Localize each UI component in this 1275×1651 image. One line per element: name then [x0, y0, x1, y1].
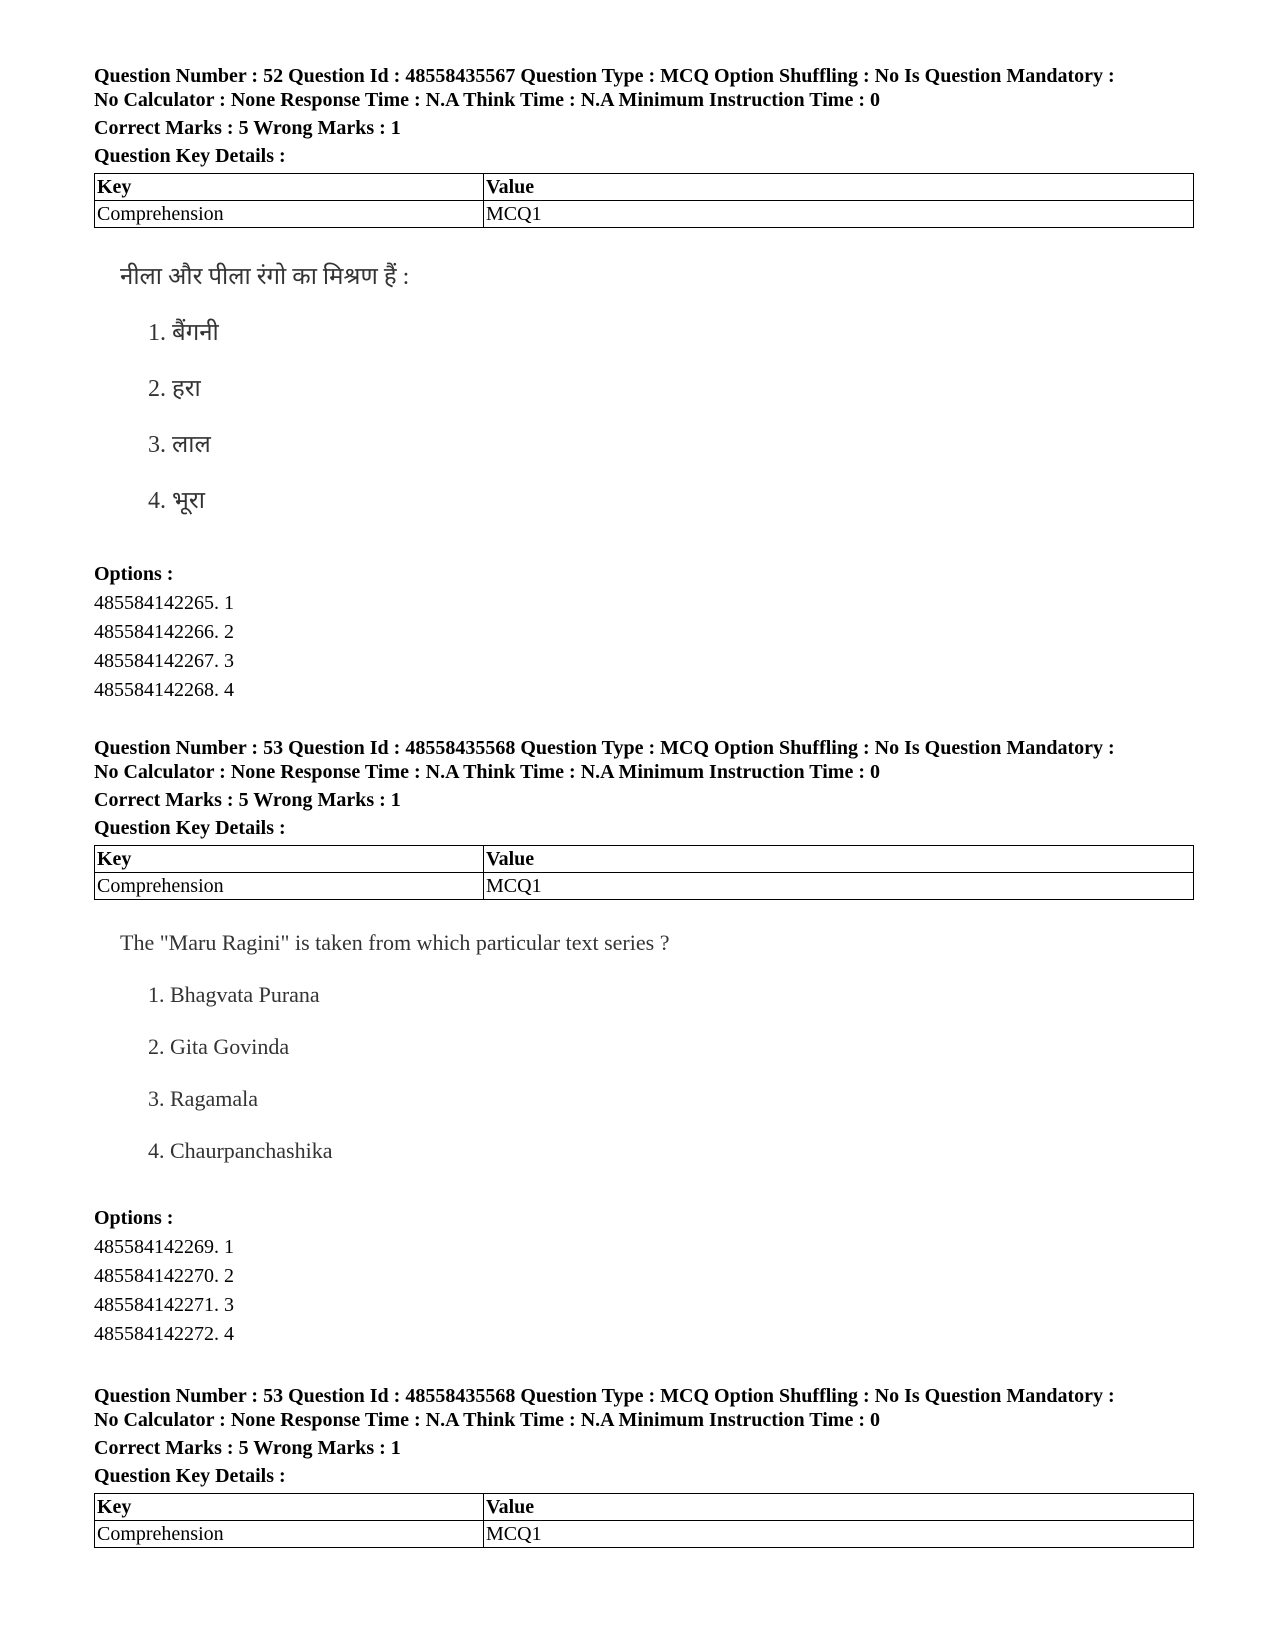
- table-header-key: Key: [95, 174, 484, 201]
- question-content-53: [120, 928, 669, 1166]
- table-header-value: Value: [484, 846, 1194, 873]
- question-header-line2: No Calculator : None Response Time : N.A Think Time : N.A Minimum Instruction Time : 0: [94, 1409, 880, 1431]
- key-details-table: [94, 173, 1194, 228]
- table-header-value: Value: [484, 174, 1194, 201]
- table-header-row: [95, 1494, 1194, 1521]
- table-row: [95, 201, 1194, 228]
- choice-3: 3. Ragamala: [148, 1086, 258, 1111]
- table-cell-value: MCQ1: [484, 1521, 1194, 1548]
- option-item: 485584142269. 1: [94, 1236, 234, 1258]
- choice-2: 2. Gita Govinda: [148, 1034, 290, 1059]
- choice-2: 2. हरा: [148, 376, 201, 402]
- table-cell-key: Comprehension: [95, 1521, 484, 1548]
- question-header-line1: Question Number : 53 Question Id : 48558435568 Question Type : MCQ Option Shuffling : No Is Question Mandatory :: [94, 1385, 1115, 1407]
- option-item: 485584142266. 2: [94, 621, 234, 643]
- table-header-key: Key: [95, 1494, 484, 1521]
- question-content-52: [120, 262, 409, 516]
- marks-line: Correct Marks : 5 Wrong Marks : 1: [94, 1437, 401, 1459]
- option-item: 485584142271. 3: [94, 1294, 234, 1316]
- key-details-label: Question Key Details :: [94, 817, 286, 839]
- key-details-table: [94, 1493, 1194, 1548]
- table-header-row: [95, 174, 1194, 201]
- choice-3: 3. लाल: [148, 432, 211, 458]
- question-block-53: [94, 736, 1194, 900]
- key-details-table: [94, 845, 1194, 900]
- options-list-52: [94, 560, 234, 705]
- key-details-label: Question Key Details :: [94, 145, 286, 167]
- question-header-line2: No Calculator : None Response Time : N.A Think Time : N.A Minimum Instruction Time : 0: [94, 89, 880, 111]
- table-cell-value: MCQ1: [484, 873, 1194, 900]
- options-label: Options :: [94, 1207, 174, 1229]
- question-header-line2: No Calculator : None Response Time : N.A Think Time : N.A Minimum Instruction Time : 0: [94, 761, 880, 783]
- question-text: नीला और पीला रंगो का मिश्रण हैं :: [120, 264, 410, 290]
- option-item: 485584142267. 3: [94, 650, 234, 672]
- option-item: 485584142270. 2: [94, 1265, 234, 1287]
- option-item: 485584142268. 4: [94, 679, 234, 701]
- key-details-label: Question Key Details :: [94, 1465, 286, 1487]
- table-cell-key: Comprehension: [95, 873, 484, 900]
- table-cell-value: MCQ1: [484, 201, 1194, 228]
- question-header-line1: Question Number : 53 Question Id : 48558435568 Question Type : MCQ Option Shuffling : No Is Question Mandatory :: [94, 737, 1115, 759]
- table-row: [95, 1521, 1194, 1548]
- choice-4: 4. Chaurpanchashika: [148, 1138, 333, 1163]
- question-block-52: [94, 64, 1194, 228]
- choice-1: 1. Bhagvata Purana: [148, 982, 320, 1007]
- option-item: 485584142265. 1: [94, 592, 234, 614]
- table-header-value: Value: [484, 1494, 1194, 1521]
- table-header-row: [95, 846, 1194, 873]
- marks-line: Correct Marks : 5 Wrong Marks : 1: [94, 117, 401, 139]
- question-header-line1: Question Number : 52 Question Id : 48558435567 Question Type : MCQ Option Shuffling : No Is Question Mandatory :: [94, 65, 1115, 87]
- choice-4: 4. भूरा: [148, 488, 205, 514]
- choice-1: 1. बैंगनी: [148, 320, 219, 346]
- option-item: 485584142272. 4: [94, 1323, 234, 1345]
- options-list-53: [94, 1204, 234, 1349]
- question-block-53-repeat: [94, 1384, 1194, 1548]
- table-row: [95, 873, 1194, 900]
- options-label: Options :: [94, 563, 174, 585]
- question-text: The "Maru Ragini" is taken from which particular text series ?: [120, 930, 670, 955]
- marks-line: Correct Marks : 5 Wrong Marks : 1: [94, 789, 401, 811]
- table-header-key: Key: [95, 846, 484, 873]
- table-cell-key: Comprehension: [95, 201, 484, 228]
